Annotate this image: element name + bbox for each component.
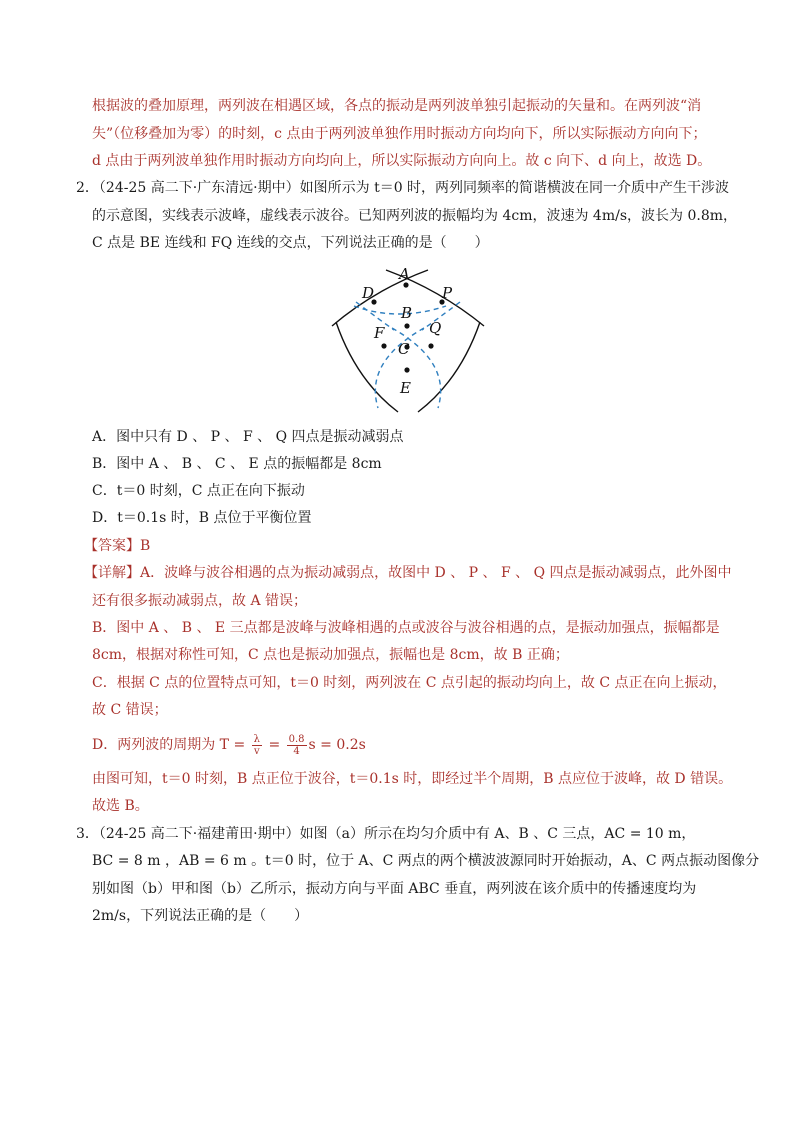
q3-stem-line-4: 2m/s，下列说法正确的是（ ）: [92, 908, 309, 924]
figure-label-p: P: [442, 284, 453, 302]
q2-option-c: C．t＝0 时刻，C 点正在向下振动: [92, 483, 305, 499]
q3-stem-line-3: 别如图（b）甲和图（b）乙所示，振动方向与平面 ABC 垂直，两列波在该介质中的传播速度均为: [92, 881, 697, 897]
fraction-values: $\frac{0.8}{4}$: [288, 733, 305, 757]
q3-stem-line-1: 3．（24-25 高二下·福建莆田·期中）如图（a）所示在均匀介质中有 A、B 、C 三点，AC = 10 m，: [76, 826, 696, 842]
q2-stem-line-1: 2．（24-25 高二下·广东清远·期中）如图所示为 t＝0 时，两列同频率的简谐横波在同一介质中产生干涉波: [76, 180, 730, 196]
figure-label-f: F: [374, 324, 385, 342]
q2-explanation-line-9: 故选 B。: [92, 798, 149, 814]
q2-stem-line-3: C 点是 BE 连线和 FQ 连线的交点，下列说法正确的是（ ）: [92, 235, 489, 251]
figure-label-a: A: [399, 265, 410, 283]
figure-label-d: D: [362, 284, 375, 302]
figure-label-q: Q: [429, 319, 442, 337]
q2-option-a: A．图中只有 D 、 P 、 F 、 Q 四点是振动减弱点: [92, 429, 404, 445]
q2-explanation-line-1: 【详解】A．波峰与波谷相遇的点为振动减弱点，故图中 D 、 P 、 F 、 Q 四点是振动减弱点，此外图中: [84, 565, 732, 581]
figure-label-c: C: [398, 340, 410, 358]
q2-explanation-line-5: C．根据 C 点的位置特点可知，t＝0 时刻，两列波在 C 点引起的振动均向上，故 C 点正在向上振动，: [92, 675, 727, 691]
figure-label-e: E: [400, 379, 411, 397]
prev-answer-line-2: 失”（位移叠加为零）的时刻，c 点由于两列波单独作用时振动方向均向下，所以实际振动方向向下；: [92, 126, 707, 142]
q2-answer: 【答案】B: [84, 538, 151, 554]
fraction-lambda-over-v: $\frac{\lambda}{v}$: [253, 733, 260, 757]
q2-explanation-line-4: 8cm，根据对称性可知，C 点也是振动加强点，振幅也是 8cm，故 B 正确；: [92, 647, 569, 663]
figure-label-b: B: [401, 304, 413, 322]
q2-explanation-line-2: 还有很多振动减弱点，故 A 错误；: [92, 593, 308, 609]
q2-explanation-line-7: D．两列波的周期为 T = $\frac{\lambda}{v}$ = $\frac{0.8}{4}$ s = 0.2s: [92, 733, 366, 757]
period-text: D．两列波的周期为 T =: [92, 737, 250, 753]
prev-answer-line-3: d 点由于两列波单独作用时振动方向均向上，所以实际振动方向向上。故 c 向下、d 向上，故选 D。: [92, 153, 712, 169]
q2-stem-line-2: 的示意图，实线表示波峰，虚线表示波谷。已知两列波的振幅均为 4cm，波速为 4m/s，波长为 0.8m，: [92, 208, 737, 224]
q2-explanation-line-3: B．图中 A 、 B 、 E 三点都是波峰与波峰相遇的点或波谷与波谷相遇的点，是振动加强点，振幅都是: [92, 620, 720, 636]
q2-explanation-line-6: 故 C 错误；: [92, 702, 168, 718]
prev-answer-line-1: 根据波的叠加原理，两列波在相遇区域，各点的振动是两列波单独引起振动的矢量和。在两列波“消: [92, 98, 702, 114]
interference-figure: [328, 262, 488, 417]
q2-option-d: D．t＝0.1s 时，B 点位于平衡位置: [92, 510, 312, 526]
q2-explanation-line-8: 由图可知，t＝0 时刻，B 点正位于波谷，t＝0.1s 时，即经过半个周期，B 点应位于波峰，故 D 错误。: [92, 771, 733, 787]
q2-option-b: B．图中 A 、 B 、 C 、 E 点的振幅都是 8cm: [92, 456, 382, 472]
q3-stem-line-2: BC = 8 m ，AB = 6 m 。t＝0 时，位于 A、C 两点的两个横波波源同时开始振动，A、C 两点振动图像分: [92, 853, 760, 869]
